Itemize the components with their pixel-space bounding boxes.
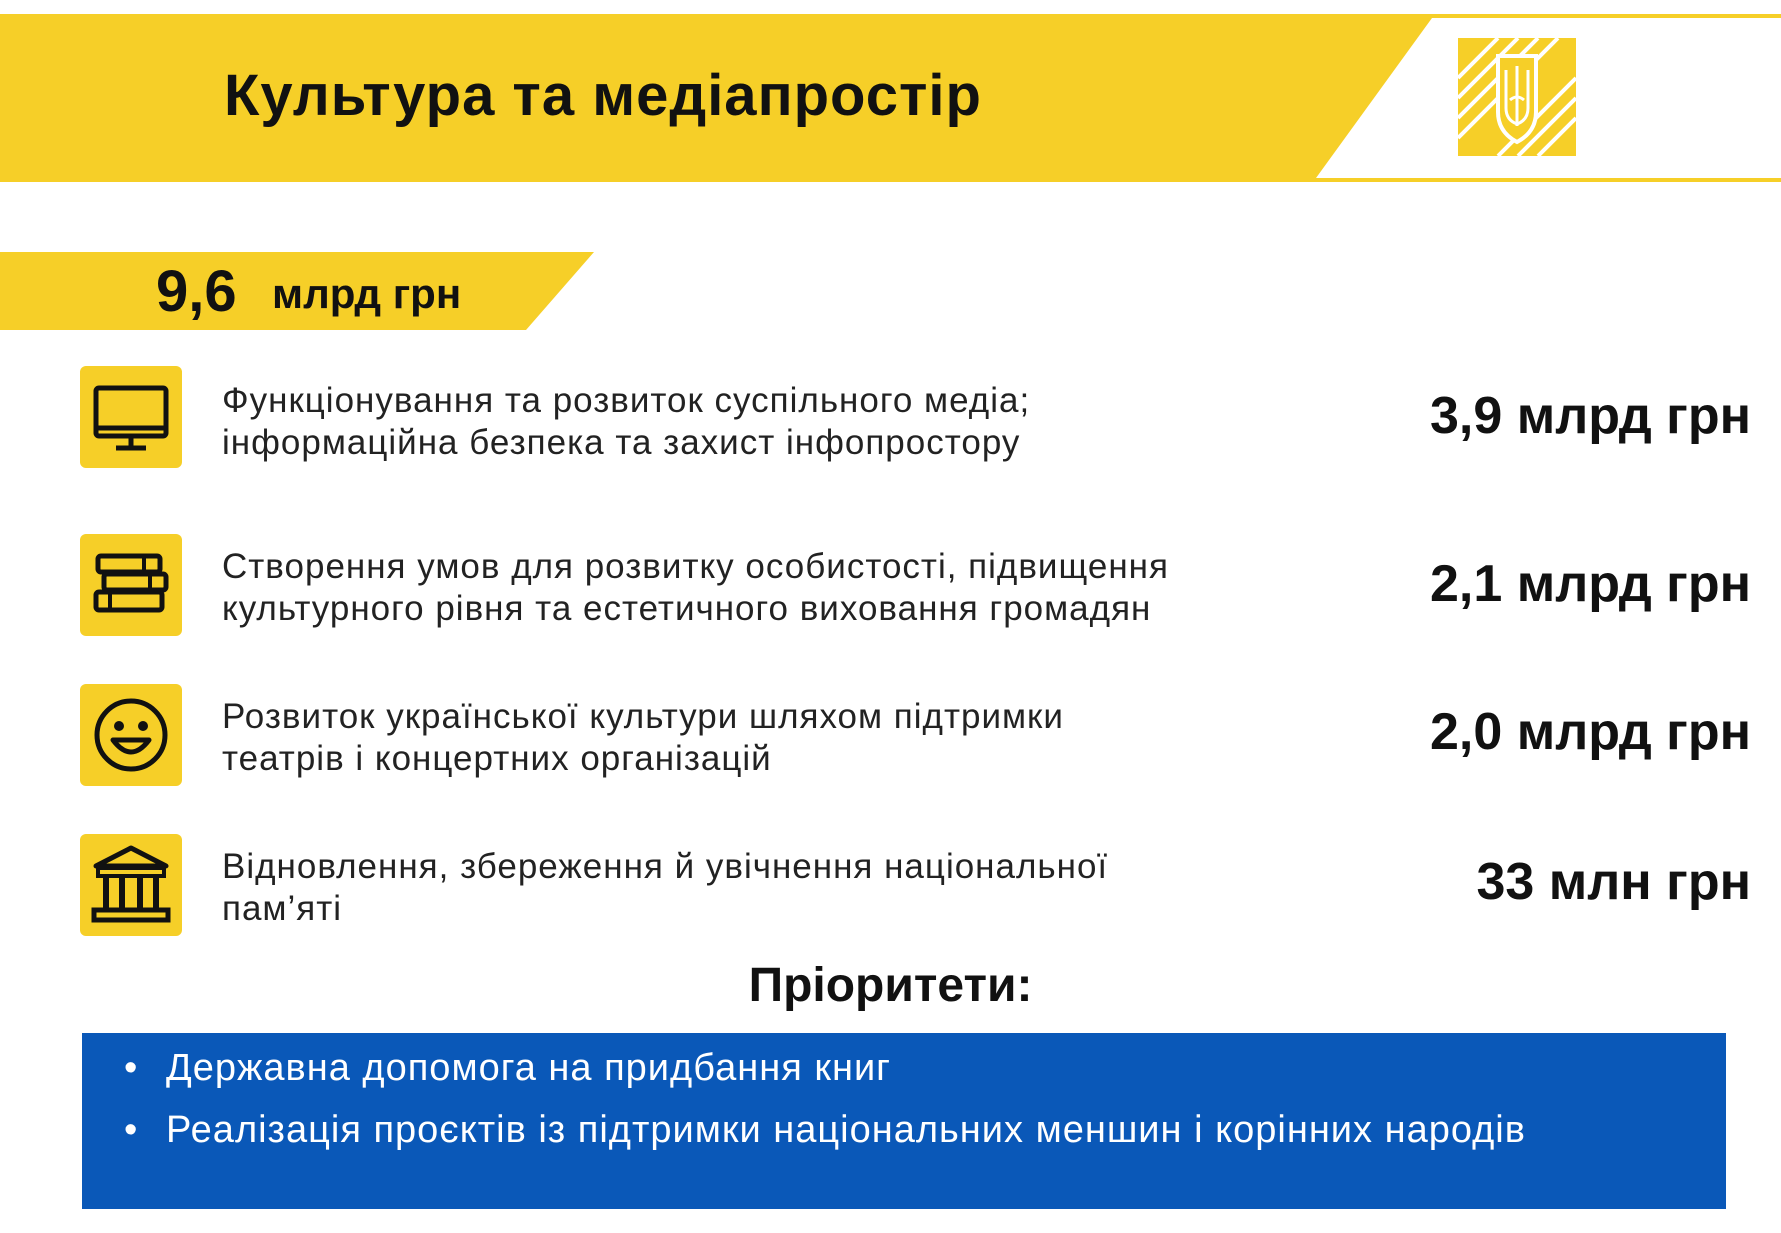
priorities-heading: Пріоритети:: [748, 959, 1033, 1012]
budget-item-culture-education: [0, 534, 1781, 644]
budget-item-description: [222, 696, 1332, 780]
bullet-marker: •: [124, 1109, 139, 1151]
description-line: Розвиток української культури шляхом підтримки: [222, 697, 1064, 736]
page-title: Культура та медіапростір: [224, 63, 982, 128]
budget-item-amount: 33 млн грн: [1476, 853, 1751, 911]
priority-text: Державна допомога на придбання книг: [166, 1047, 892, 1089]
priorities-box: [82, 1033, 1726, 1209]
budget-item-media: [0, 366, 1781, 476]
priority-text: Реалізація проєктів із підтримки національних меншин і корінних народів: [166, 1109, 1526, 1151]
monitor-icon: [80, 366, 182, 468]
budget-item-amount: 2,0 млрд грн: [1430, 703, 1751, 761]
budget-item-theatres: [0, 684, 1781, 794]
description-line: культурного рівня та естетичного виховання громадян: [222, 589, 1152, 628]
museum-building-icon: [80, 834, 182, 936]
books-stack-icon: [80, 534, 182, 636]
description-line: пам’яті: [222, 889, 343, 928]
total-unit: млрд грн: [272, 270, 462, 317]
bullet-marker: •: [124, 1047, 139, 1089]
description-line: театрів і концертних організацій: [222, 739, 772, 778]
trident-coat-of-arms-icon: [1458, 38, 1576, 156]
budget-item-description: [222, 380, 1332, 464]
description-line: Відновлення, збереження й увічнення національної: [222, 847, 1109, 886]
budget-item-description: [222, 846, 1332, 930]
description-line: Функціонування та розвиток суспільного медіа;: [222, 381, 1031, 420]
budget-item-description: [222, 546, 1332, 630]
description-line: Створення умов для розвитку особистості, підвищення: [222, 547, 1169, 586]
budget-item-national-memory: [0, 834, 1781, 944]
budget-item-amount: 3,9 млрд грн: [1430, 387, 1751, 445]
total-value: 9,6: [156, 259, 237, 324]
smiley-face-icon: [80, 684, 182, 786]
budget-item-amount: 2,1 млрд грн: [1430, 555, 1751, 613]
description-line: інформаційна безпека та захист інфопростору: [222, 423, 1021, 462]
